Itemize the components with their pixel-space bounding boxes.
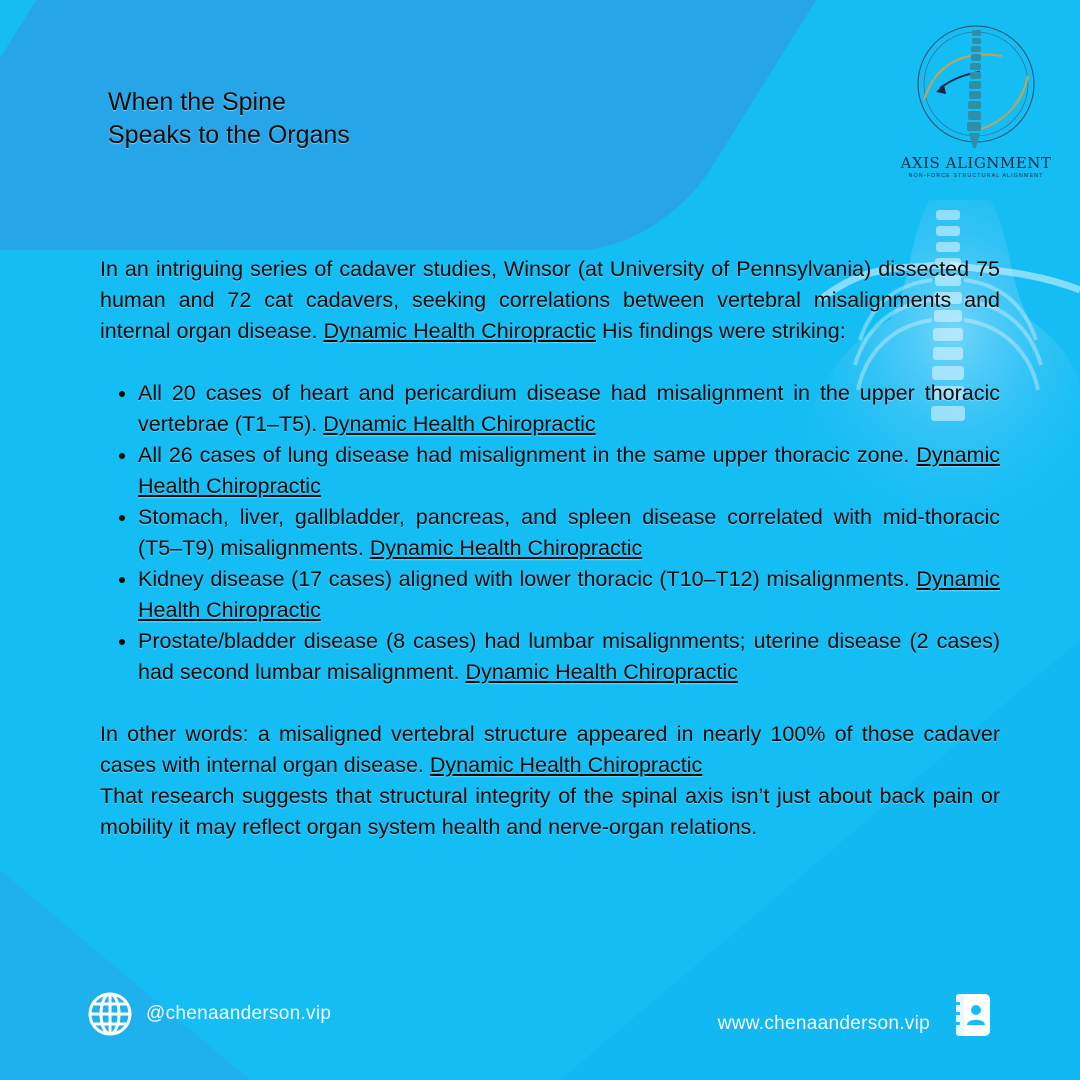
finding-source-link[interactable]: Dynamic Health Chiropractic (369, 536, 643, 560)
logo-tagline: NON-FORCE STRUCTURAL ALIGNMENT (908, 173, 1044, 179)
intro-text: In an intriguing series of cadaver studies, Winsor (at University of Pennsylvania) dissected 75 human and 72 cat cadavers, seeking correlations between vertebral misalignments and internal organ disease. (100, 257, 1000, 343)
finding-source-link[interactable]: Dynamic Health Chiropractic (323, 412, 596, 436)
finding-text: All 26 cases of lung disease had misalignment in the same upper thoracic zone. (138, 443, 910, 467)
spine-logo-icon (906, 22, 1046, 152)
intro-source-link[interactable]: Dynamic Health Chiropractic (323, 319, 596, 343)
website-link[interactable] (718, 992, 992, 1038)
conclusion-text: In other words: a misaligned vertebral structure appeared in nearly 100% of those cadaver cases with internal organ disease. (100, 722, 1000, 777)
finding-item (138, 378, 1000, 440)
finding-item (138, 440, 1000, 502)
social-handle[interactable] (88, 992, 331, 1036)
title-line-1: When the Spine (108, 88, 286, 116)
article-body (100, 254, 1000, 843)
followup-paragraph: That research suggests that structural integrity of the spinal axis isn’t just about back pain or mobility it may reflect organ system health and nerve-organ relations. (100, 784, 1000, 839)
website-url: www.chenaanderson.vip (717, 1013, 930, 1034)
intro-paragraph (100, 254, 1000, 347)
intro-tail: His findings were striking: (601, 319, 846, 343)
social-handle-text: @chenaanderson.vip (146, 1003, 332, 1024)
finding-text: Prostate/bladder disease (8 cases) had lumbar misalignments; uterine disease (2 cases) had second lumbar misalignment. (138, 629, 1000, 684)
brand-logo (896, 22, 1056, 192)
finding-source-link[interactable]: Dynamic Health Chiropractic (138, 567, 1000, 622)
finding-item (138, 564, 1000, 626)
conclusion-source-link[interactable]: Dynamic Health Chiropractic (429, 753, 703, 777)
finding-text: All 20 cases of heart and pericardium disease had misalignment in the upper thoracic vertebrae (T1–T5). (138, 381, 1000, 436)
contact-book-icon (954, 992, 992, 1038)
page-title (108, 86, 350, 152)
finding-item (138, 502, 1000, 564)
finding-text: Stomach, liver, gallbladder, pancreas, and spleen disease correlated with mid-thoracic (T5–T9) misalignments. (138, 505, 1000, 560)
title-line-2: Speaks to the Organs (108, 121, 350, 149)
finding-text: Kidney disease (17 cases) aligned with lower thoracic (T10–T12) misalignments. (138, 567, 910, 591)
finding-item (138, 626, 1000, 688)
globe-icon (88, 992, 132, 1036)
finding-source-link[interactable]: Dynamic Health Chiropractic (138, 443, 1000, 498)
findings-list (100, 378, 1000, 688)
logo-name: AXIS ALIGNMENT (900, 154, 1052, 172)
conclusion-paragraph (100, 719, 1000, 781)
finding-source-link[interactable]: Dynamic Health Chiropractic (465, 660, 738, 684)
